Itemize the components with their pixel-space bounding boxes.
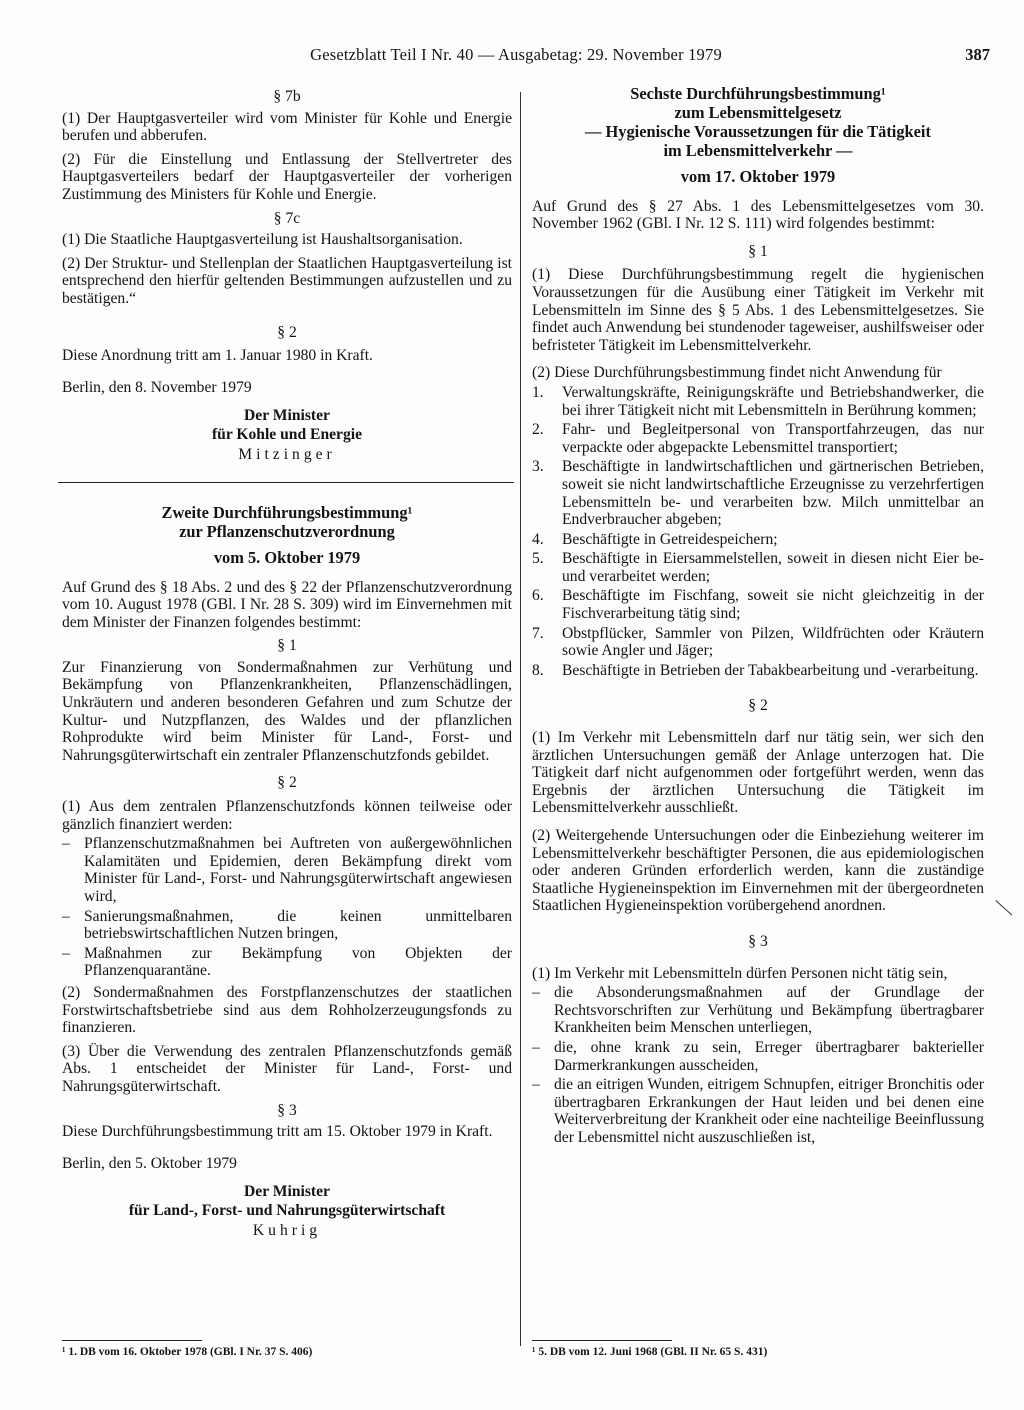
place-date: Berlin, den 5. Oktober 1979	[62, 1154, 237, 1172]
margin-mark	[995, 900, 1012, 915]
page-number: 387	[965, 45, 990, 64]
footnote: ¹ 1. DB vom 16. Oktober 1978 (GBl. I Nr. 37 S. 406)	[62, 1346, 313, 1358]
paragraph: (2) Sondermaßnahmen des Forstpflanzenschutzes der staatlichen Forstwirtschaftsbetriebe sind aus dem Rohholzerzeugungsfonds zu finanzieren.	[62, 983, 512, 1037]
list-item: 8. Beschäftigte in Betrieben der Tabakbearbeitung und -verarbeitung.	[532, 661, 979, 679]
preamble: Auf Grund des § 27 Abs. 1 des Lebensmittelgesetzes vom 30. November 1962 (GBl. I Nr. 12 S. 111) wird folgendes bestimmt:	[532, 197, 984, 233]
list-item: – Sanierungsmaßnahmen, die keinen unmittelbaren betriebswirtschaftlichen Nutzen bringen,	[62, 907, 512, 943]
dash-list	[62, 835, 512, 980]
section-heading: § 1	[748, 242, 768, 260]
list-item: 5. Beschäftigte in Eiersammelstellen, soweit in diesen nicht Eier be- und verarbeitet werden;	[532, 550, 984, 585]
list-item: 3. Beschäftigte in landwirtschaftlichen und gärtnerischen Betrieben, soweit sie nicht landwirtschaftliche Erzeugnisse zu verzehrfertigen Lebensmitteln be- und verarbeiten bzw. Milch unmittelbar an Endverbraucher abgeben;	[532, 458, 984, 529]
paragraph: (2) Diese Durchführungsbestimmung findet nicht Anwendung für	[532, 364, 942, 382]
decree-date: vom 5. Oktober 1979	[213, 547, 361, 567]
running-header: Gesetzblatt Teil I Nr. 40 — Ausgabetag: 29. November 1979	[310, 45, 722, 64]
place-date: Berlin, den 8. November 1979	[62, 378, 252, 396]
section-heading: § 2	[748, 697, 768, 715]
decree-subtitle: — Hygienische Voraussetzungen für die Tätigkeit	[585, 122, 931, 141]
dash-list	[532, 984, 984, 1146]
list-item: – die, ohne krank zu sein, Erreger übertragbarer bakterieller Darmerkrankungen ausscheiden,	[532, 1038, 984, 1074]
signature-office: für Land-, Forst- und Nahrungsgüterwirtschaft	[128, 1202, 446, 1220]
paragraph: Diese Durchführungsbestimmung tritt am 15. Oktober 1979 in Kraft.	[62, 1123, 493, 1141]
footnote-rule	[62, 1340, 202, 1341]
paragraph: (1) Aus dem zentralen Pflanzenschutzfonds können teilweise oder gänzlich finanziert werden:	[62, 798, 512, 833]
left-column	[62, 84, 512, 1240]
right-column	[532, 84, 984, 1151]
list-item: 6. Beschäftigte im Fischfang, soweit sie nicht gleichzeitig in der Fischverarbeitung tätig sind;	[532, 587, 984, 623]
paragraph: (1) Die Staatliche Hauptgasverteilung ist Haushaltsorganisation.	[62, 231, 463, 249]
paragraph: (2) Für die Einstellung und Entlassung der Stellvertreter des Hauptgasverteilers bedarf der Hauptgasverteiler der vorherigen Zustimmung des Ministers für Kohle und Energie.	[62, 150, 512, 203]
paragraph: Diese Anordnung tritt am 1. Januar 1980 in Kraft.	[62, 347, 373, 365]
list-item: – Pflanzenschutzmaßnahmen bei Auftreten von außergewöhnlichen Kalamitäten und Epidemien, deren Bekämpfung direkt vom Minister für Land-, Forst- und Nahrungsgüterwirtschaft angewiesen wird,	[62, 835, 512, 905]
section-heading: § 7b	[273, 88, 301, 105]
decree-title: Zweite Durchführungsbestimmung¹	[161, 502, 413, 522]
list-item: 7. Obstpflücker, Sammler von Pilzen, Wildfrüchten oder Kräutern sowie Angler und Jäger;	[532, 624, 984, 660]
paragraph: (1) Im Verkehr mit Lebensmitteln dürfen Personen nicht tätig sein,	[532, 964, 948, 982]
decree-subtitle: im Lebensmittelverkehr —	[663, 141, 853, 160]
list-item: – Maßnahmen zur Bekämpfung von Objekten der Pflanzenquarantäne.	[62, 944, 512, 980]
signature-title: Der Minister	[244, 407, 330, 425]
paragraph: (2) Weitergehende Untersuchungen oder die Einbeziehung weiterer im Lebensmittelverkehr beschäftigter Personen, die aus epidemiologischen oder anderen Gründen erforderlich werden, kann die zuständige Staatliche Hygieneinspektion im Einvernehmen mit der übergeordneten Staatlichen Hygieneinspektion vorübergehend anordnen.	[532, 827, 984, 915]
numbered-list	[532, 384, 984, 680]
section-heading: § 3	[748, 932, 768, 950]
column-divider	[520, 92, 521, 1346]
decree-date: vom 17. Oktober 1979	[680, 167, 836, 186]
decree-subtitle: zum Lebensmittelgesetz	[674, 103, 842, 122]
paragraph: (1) Im Verkehr mit Lebensmitteln darf nur tätig sein, wer sich den ärztlichen Untersuchungen gemäß der Anlage unterzogen hat. Die Tätigkeit darf nicht aufgenommen oder fortgeführt werden, wenn das Ergebnis der ärztlichen Untersuchung die Tätigkeit im Lebensmittelverkehr ausschließt.	[532, 729, 984, 817]
paragraph: (1) Der Hauptgasverteiler wird vom Minister für Kohle und Energie berufen und abberufen.	[62, 109, 512, 145]
section-heading: § 3	[277, 1101, 297, 1119]
decree-title: Sechste Durchführungsbestimmung¹	[630, 84, 886, 103]
paragraph: (2) Der Struktur- und Stellenplan der Staatlichen Hauptgasverteilung ist entsprechend den hierfür geltenden Bestimmungen aufzustellen und zu bestätigen.“	[62, 254, 512, 307]
list-item: 4. Beschäftigte in Getreidespeichern;	[532, 530, 778, 548]
preamble: Auf Grund des § 18 Abs. 2 und des § 22 der Pflanzenschutzverordnung vom 10. August 1978 (GBl. I Nr. 28 S. 309) wird im Einvernehmen mit dem Minister der Finanzen folgendes bestimmt:	[62, 578, 512, 631]
signature-title: Der Minister	[244, 1183, 330, 1201]
footnote: ¹ 5. DB vom 12. Juni 1968 (GBl. II Nr. 65 S. 431)	[532, 1346, 768, 1358]
list-item: – die Absonderungsmaßnahmen auf der Grundlage der Rechtsvorschriften zur Verhütung und Bekämpfung übertragbarer Krankheiten beim Menschen unterliegen,	[532, 984, 984, 1037]
footnote-rule	[532, 1340, 672, 1341]
paragraph: (1) Diese Durchführungsbestimmung regelt die hygienischen Voraussetzungen für die Ausübung einer Tätigkeit im Verkehr mit Lebensmitteln im Sinne des § 5 Abs. 1 des Lebensmittelgesetzes. Sie findet auch Anwendung bei stundenoder tageweiser, aushilfsweiser oder befristeter Tätigkeit im Lebensmittelverkehr.	[532, 266, 984, 354]
section-heading: § 7c	[273, 209, 301, 227]
paragraph: (3) Über die Verwendung des zentralen Pflanzenschutzfonds gemäß Abs. 1 entscheidet der Minister für Land-, Forst- und Nahrungsgüterwirtschaft.	[62, 1042, 512, 1095]
list-item: – die an eitrigen Wunden, eitrigem Schnupfen, eitriger Bronchitis oder übertragbaren Erkrankungen der Haut leiden und bei denen eine Weiterverbreitung der Krankheit oder eine nachteilige Beeinflussung der Lebensmittel nicht auszuschließen ist,	[532, 1076, 985, 1146]
paragraph: Zur Finanzierung von Sondermaßnahmen zur Verhütung und Bekämpfung von Pflanzenkrankheiten, Pflanzenschädlingen, Unkräutern und anderen besonderen Gefahren und zum Schutze der Kultur- und Nutzpflanzen, des Waldes und der pflanzlichen Rohprodukte wird beim Minister für Land-, Forst- und Nahrungsgüterwirtschaft ein zentraler Pflanzenschutzfonds gebildet.	[62, 658, 512, 764]
signature-name: Kuhrig	[252, 1222, 322, 1240]
signature-name: Mitzinger	[238, 446, 336, 464]
section-heading: § 2	[277, 323, 297, 341]
list-item: 2. Fahr- und Begleitpersonal von Transportfahrzeugen, das nur verpackte oder abgepackte Lebensmittel transportiert;	[532, 421, 984, 456]
section-divider	[58, 482, 514, 483]
section-heading: § 2	[277, 774, 297, 792]
decree-subtitle: zur Pflanzenschutzverordnung	[179, 521, 395, 541]
list-item: 1. Verwaltungskräfte, Reinigungskräfte und Betriebshandwerker, die bei ihrer Tätigkeit nicht mit Lebensmitteln in Berührung kommen;	[532, 383, 984, 419]
section-heading: § 1	[277, 637, 297, 655]
signature-office: für Kohle und Energie	[211, 426, 363, 444]
